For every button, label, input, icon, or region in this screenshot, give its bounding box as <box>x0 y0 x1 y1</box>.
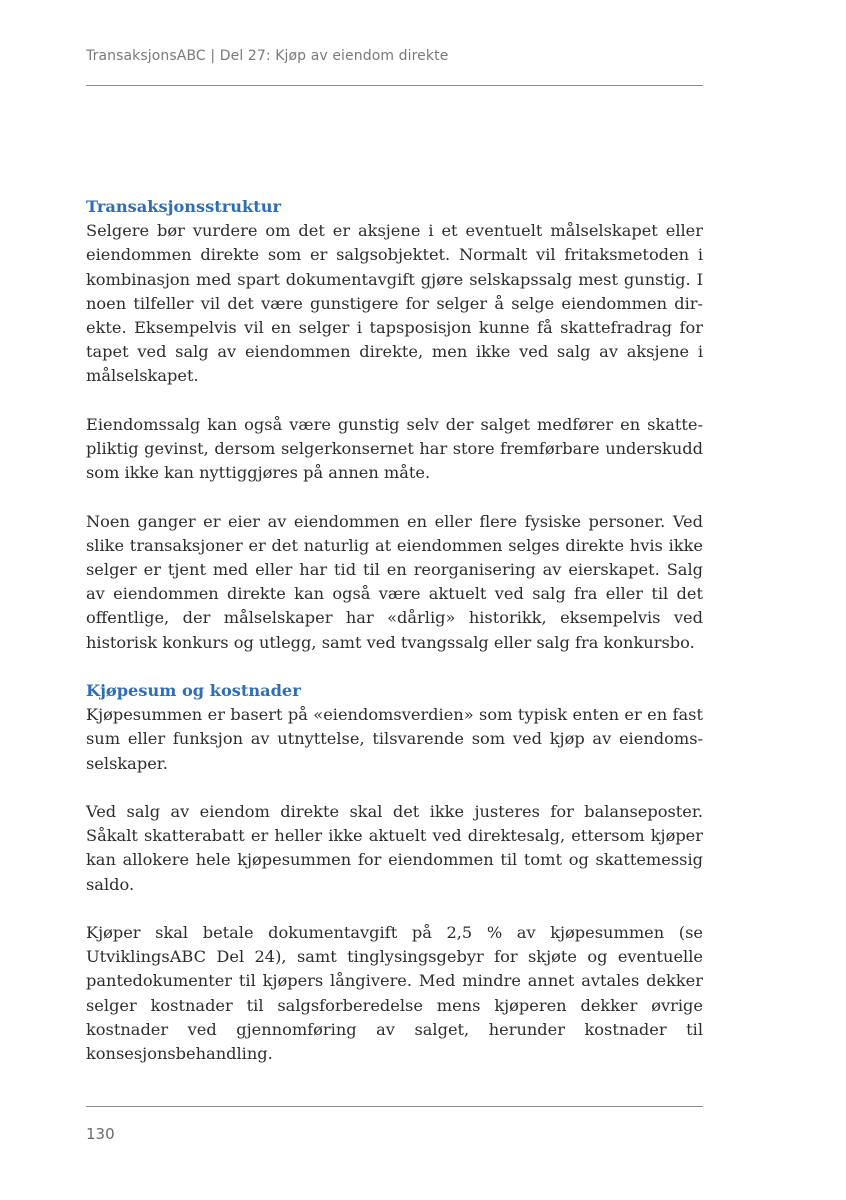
running-header: TransaksjonsABC | Del 27: Kjøp av eiendom direkte <box>86 48 449 64</box>
paragraph: Kjøper skal betale dokumentavgift på 2,5 % av kjøpesummen (se UtviklingsABC Del 24), samt tinglysingsgebyr for skjøte og eventuelle pantedokumenter til kjøpers långivere. Med mindre annet avtales dekker selger kostnader til salgsforberedelse mens kjøperen dekker øvrige kostnader ved gjennomføring av salget, herunder kostnader til konsesjonsbehandling. <box>86 923 703 1064</box>
section-heading-transaksjonsstruktur: Transaksjonsstruktur <box>86 197 281 216</box>
footer-divider <box>86 1106 703 1107</box>
header-divider <box>86 85 703 86</box>
paragraph: Selgere bør vurdere om det er aksjene i et eventuelt målselskapet eller eiendommen direkte som er salgsobjektet. Normalt vil fritaksmetoden i kombinasjon med spart dokumentavgift gjøre selskapssalg mest gunstig. I noen tilfeller vil det være gunstigere for selger å selge eiendommen direkte. Eksempelvis vil en selger i tapsposisjon kunne få skattefradrag for tapet ved salg av eiendommen direkte, men ikke ved salg av aksjene i målselskapet. <box>86 221 703 386</box>
paragraph: Eiendomssalg kan også være gunstig selv der salget medfører en skattepliktig gevinst, dersom selgerkonsernet har store fremførbare underskudd som ikke kan nyttiggjøres på annen måte. <box>86 414 703 483</box>
paragraph: Kjøpesummen er basert på «eiendomsverdien» som typisk enten er en fast sum eller funksjon av utnyttelse, tilsvarende som ved kjøp av eiendomsselskaper. <box>86 705 703 773</box>
page-number: 130 <box>86 1125 115 1143</box>
paragraph: Ved salg av eiendom direkte skal det ikke justeres for balanseposter. Såkalt skatterabatt er heller ikke aktuelt ved direktesalg, ettersom kjøper kan allokere hele kjøpesummen for eiendommen til tomt og skattemessig saldo. <box>86 802 703 894</box>
document-body <box>86 195 703 1066</box>
paragraph: Noen ganger er eier av eiendommen en eller flere fysiske personer. Ved slike transaksjoner er det naturlig at eiendommen selges direkte hvis ikke selger er tjent med eller har tid til en reorganisering av eierskapet. Salg av eiendommen direkte kan også være aktuelt ved salg fra eller til det offentlige, der målselskaper har «dårlig» historikk, eksempelvis ved historisk konkurs og utlegg, samt ved tvangssalg eller salg fra konkursbo. <box>86 511 703 652</box>
section-heading-kjopesum: Kjøpesum og kostnader <box>86 681 301 701</box>
